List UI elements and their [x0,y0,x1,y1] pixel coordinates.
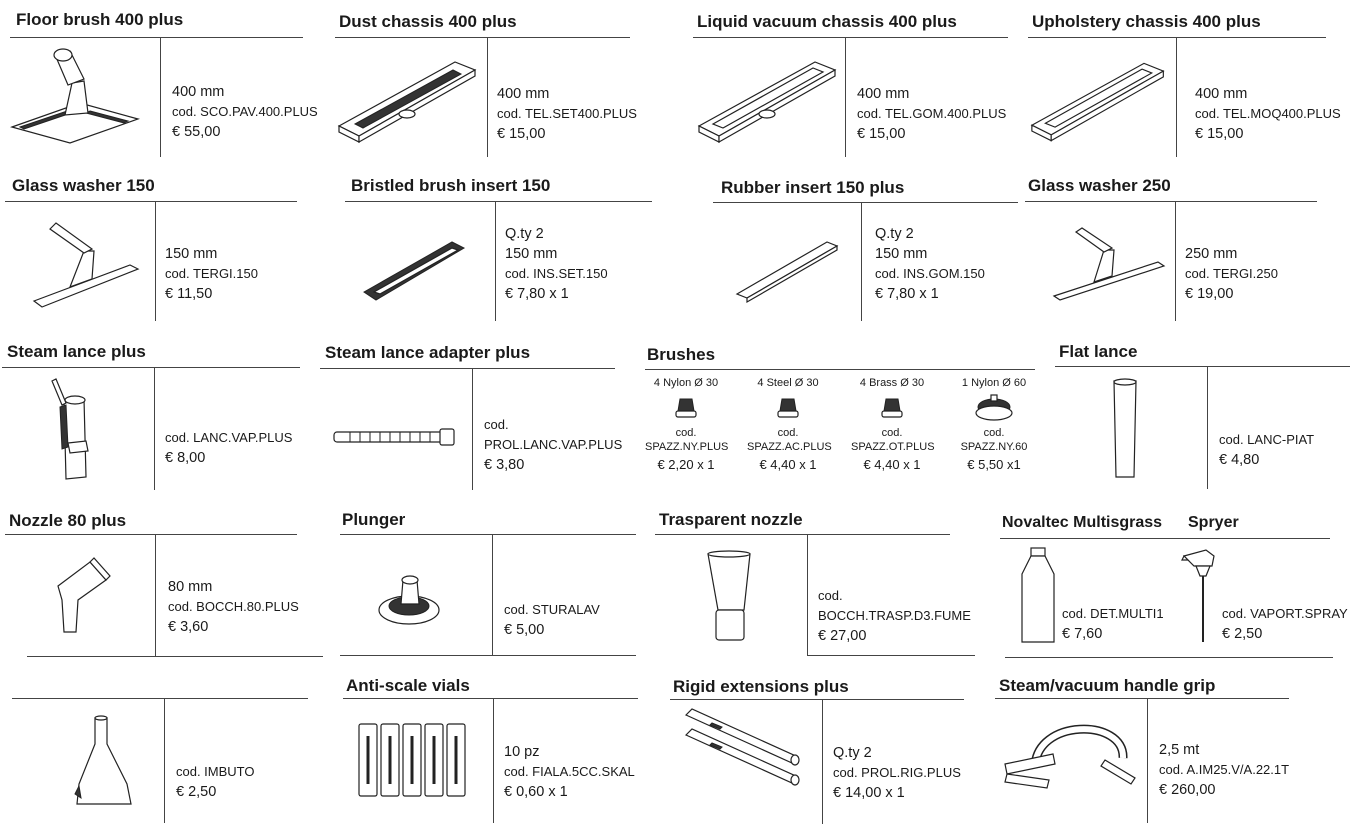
brush-icon [645,390,727,426]
product-card [5,511,325,661]
divider [487,37,488,157]
divider [645,369,1035,370]
divider [5,534,297,535]
divider [340,655,636,656]
product-price: € 19,00 [1185,286,1234,302]
divider [713,202,1018,203]
product-code: cod. PROL.RIG.PLUS [833,765,961,780]
product-price: € 15,00 [1195,126,1244,142]
product-card [10,10,318,160]
product-code: cod. SCO.PAV.400.PLUS [172,104,318,119]
brush-cod-label: cod. [777,427,799,439]
product-size: 400 mm [857,86,910,102]
divider [340,534,636,535]
vials-icon [355,720,470,800]
product-code: cod. LANC-PIAT [1219,432,1315,447]
product-title: Steam/vacuum handle grip [999,676,1216,695]
divider [155,201,156,321]
product-info [172,82,318,142]
product-title: Bristled brush insert 150 [351,176,551,195]
product-info [875,224,985,304]
product-price: € 15,00 [857,126,906,142]
brush-code: SPAZZ.AC.PLUS [747,441,832,453]
product-title: Trasparent nozzle [659,510,803,529]
product-title: Glass washer 250 [1028,176,1171,195]
product-code: cod. BOCCH.80.PLUS [168,599,299,614]
lance-adapter-icon [330,423,460,453]
brush-cod-label: cod. [675,427,697,439]
product-title: Plunger [342,510,406,529]
detergent-info [1062,604,1164,644]
brushes-title: Brushes [647,345,716,364]
product-code: cod. IMBUTO [176,764,255,779]
divider [5,201,297,202]
brush-cod-label: cod. [881,427,903,439]
product-card [12,676,312,826]
brush-item [747,376,832,472]
product-price: € 3,60 [168,619,209,635]
product-size: 2,5 mt [1159,742,1200,758]
product-title: Steam lance adapter plus [325,343,531,362]
product-title: Rigid extensions plus [673,677,849,696]
brush-item [851,376,933,472]
product-code: cod. VAPORT.SPRAY [1222,606,1348,621]
product-info [1159,740,1289,800]
product-size: 400 mm [172,84,225,100]
product-info [504,600,600,640]
brush-price: € 5,50 x1 [967,457,1021,472]
product-title: Floor brush 400 plus [16,10,184,29]
product-info [484,415,622,475]
brush-icon [953,390,1035,426]
sprayer-title: Spryer [1188,514,1239,531]
divider [1000,538,1330,539]
glass-washer-icon [30,221,145,311]
product-title: Upholstery chassis 400 plus [1032,12,1261,31]
funnel-icon [67,714,142,814]
steam-lance-icon [42,377,112,487]
product-code: cod. TERGI.150 [165,266,258,281]
product-size: 150 mm [165,246,218,262]
product-cod-label: cod. [818,588,843,603]
divider [2,367,300,368]
divider [845,37,846,157]
brush-label: 4 Brass Ø 30 [859,377,925,389]
product-title: Steam lance plus [7,342,146,361]
divider [495,201,496,321]
liquid-chassis-icon [695,52,845,152]
product-code: cod. DET.MULTI1 [1062,606,1164,621]
product-card [655,510,980,660]
brush-label: 4 Nylon Ø 30 [653,377,719,389]
bottle-icon [1018,546,1058,646]
product-info [165,428,292,468]
product-code: cod. LANC.VAP.PLUS [165,430,293,445]
product-price: € 27,00 [818,628,867,644]
product-info [504,742,635,802]
detergent-title: Novaltec Multisgrass [1002,514,1163,531]
product-title: Flat lance [1059,342,1138,361]
product-card [1025,176,1325,326]
brush-item [645,376,727,472]
brush-code: SPAZZ.NY.PLUS [645,441,729,453]
product-code: cod. FIALA.5CC.SKAL [504,764,635,779]
product-price: € 8,00 [165,450,206,466]
brush-icon [851,390,933,426]
glass-washer-icon [1050,226,1170,306]
divider [693,37,1008,38]
product-qty: 10 pz [504,744,540,760]
product-qty: Q.ty 2 [505,226,544,242]
product-info [165,244,258,304]
sprayer-icon [1180,546,1225,646]
brushes-card [645,345,1040,495]
divider [493,698,494,823]
brush-code: SPAZZ.OT.PLUS [851,441,935,453]
product-card [693,12,1013,162]
product-price: € 7,80 x 1 [505,286,569,302]
product-price: € 260,00 [1159,782,1216,798]
product-card [340,510,640,660]
divider [155,534,156,656]
divider [655,534,950,535]
sprayer-info [1222,604,1348,644]
divider [164,698,165,823]
product-card [2,342,307,492]
divider [160,37,161,157]
product-card [5,176,305,326]
product-title: Anti-scale vials [346,676,470,695]
product-code: BOCCH.TRASP.D3.FUME [818,608,971,623]
nozzle-icon [50,556,120,636]
divider [335,37,630,38]
product-price: € 2,50 [1222,626,1263,642]
product-title: Dust chassis 400 plus [339,12,517,31]
divider [1028,37,1326,38]
product-size: 80 mm [168,579,213,595]
divider [345,201,652,202]
brush-cod-label: cod. [983,427,1005,439]
product-card [1055,342,1355,492]
divider [807,534,808,655]
divider [1175,201,1176,321]
divider [807,655,975,656]
flat-lance-icon [1110,377,1140,482]
product-code: cod. A.IM25.V/A.22.1T [1159,762,1290,777]
brush-price: € 4,40 x 1 [759,457,817,472]
product-card [335,12,635,162]
divider [1147,698,1148,823]
divider [822,699,823,824]
product-title: Glass washer 150 [12,176,155,195]
product-price: € 4,80 [1219,452,1260,468]
product-info [497,84,637,144]
plunger-icon [375,570,445,630]
product-info [818,586,971,646]
divider [10,37,303,38]
divider [492,534,493,655]
product-card [320,343,623,493]
brush-icon [747,390,829,426]
divider [1176,37,1177,157]
brush-item [953,376,1035,472]
product-card [713,176,1023,326]
upholstery-chassis-icon [1028,52,1173,152]
product-qty: Q.ty 2 [833,745,872,761]
brush-label: 1 Nylon Ø 60 [961,377,1027,389]
dust-chassis-icon [335,52,485,152]
product-price: € 2,50 [176,784,217,800]
bristle-insert-icon [360,236,470,306]
brush-label: 4 Steel Ø 30 [757,377,819,389]
product-code: cod. STURALAV [504,602,600,617]
product-info [833,743,961,803]
brush-price: € 2,20 x 1 [657,457,715,472]
divider [1005,657,1333,658]
product-price: € 5,00 [504,622,545,638]
product-title: Liquid vacuum chassis 400 plus [697,12,957,31]
divider [1055,366,1350,367]
product-info [1219,430,1314,470]
product-size: 150 mm [875,246,928,262]
detergents-card [1000,514,1360,664]
product-price: € 14,00 x 1 [833,785,905,801]
product-code: cod. INS.SET.150 [505,266,608,281]
product-code: cod. TEL.MOQ400.PLUS [1195,106,1341,121]
product-price: € 55,00 [172,124,221,140]
product-info [505,224,608,304]
product-title: Nozzle 80 plus [9,511,127,530]
product-code: cod. TEL.SET400.PLUS [497,106,637,121]
divider [472,368,473,490]
extension-tubes-icon [682,705,807,795]
product-title: Rubber insert 150 plus [721,178,905,197]
product-price: € 0,60 x 1 [504,784,568,800]
floor-brush-icon [10,45,155,145]
product-size: 250 mm [1185,246,1238,262]
product-info [1185,244,1278,304]
hose-handle-icon [995,708,1140,803]
product-code: cod. TERGI.250 [1185,266,1278,281]
divider [343,698,638,699]
rubber-insert-icon [733,236,843,306]
product-card [995,676,1295,826]
product-price: € 15,00 [497,126,546,142]
product-qty: Q.ty 2 [875,226,914,242]
product-price: € 7,60 [1062,626,1103,642]
brush-code: SPAZZ.NY.60 [960,441,1028,453]
product-card [670,677,970,827]
divider [670,699,964,700]
brush-price: € 4,40 x 1 [863,457,921,472]
divider [320,368,615,369]
product-card [343,676,643,826]
product-code: cod. TEL.GOM.400.PLUS [857,106,1007,121]
product-info [1195,84,1341,144]
divider [861,202,862,321]
product-size: 400 mm [497,86,550,102]
product-card [345,176,655,326]
product-cod-label: cod. [484,417,509,432]
product-price: € 3,80 [484,457,525,473]
divider [27,656,323,657]
product-code: cod. INS.GOM.150 [875,266,985,281]
product-price: € 11,50 [165,286,213,302]
product-info [176,762,255,802]
divider [1207,366,1208,489]
product-size: 150 mm [505,246,558,262]
product-info [857,84,1006,144]
divider [1025,201,1317,202]
product-info [168,577,299,637]
transparent-nozzle-icon [700,550,760,645]
product-size: 400 mm [1195,86,1248,102]
divider [154,367,155,490]
product-card [1028,12,1341,162]
product-code: PROL.LANC.VAP.PLUS [484,437,623,452]
product-price: € 7,80 x 1 [875,286,939,302]
divider [12,698,308,699]
divider [995,698,1289,699]
